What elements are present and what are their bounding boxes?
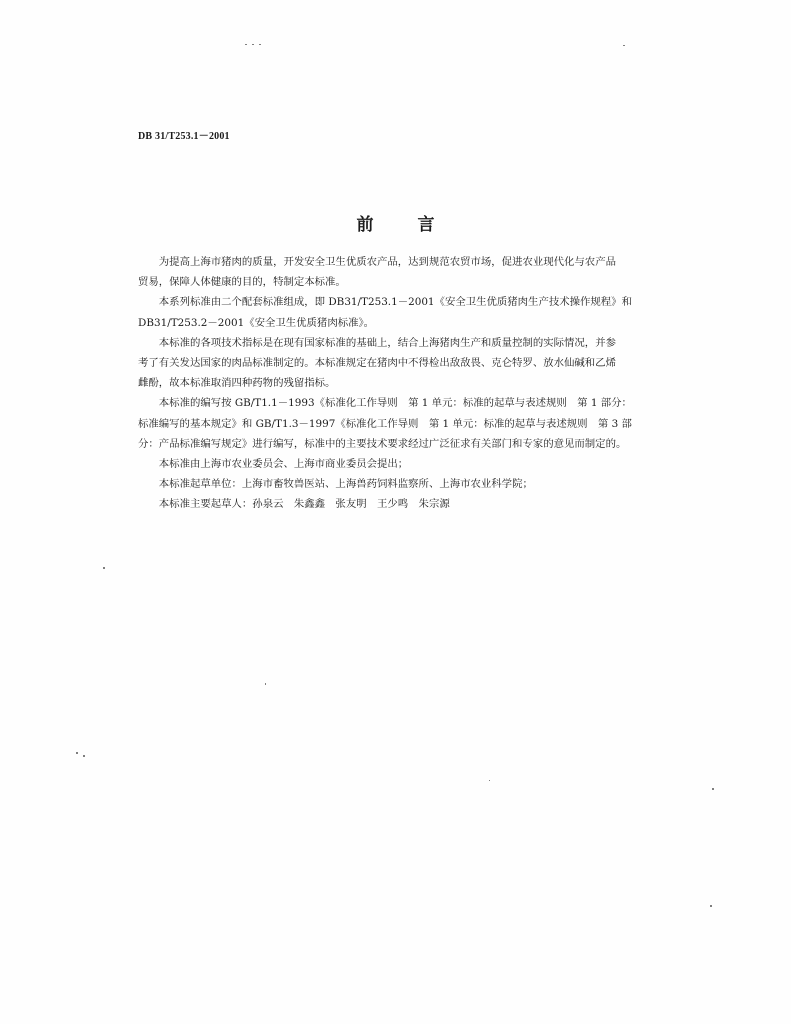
- scan-speck: [259, 44, 261, 45]
- text-line: 本系列标准由二个配套标准组成，即 DB31/T253.1－2001《安全卫生优质猪肉生产技术操作规程》和: [158, 296, 632, 309]
- scan-speck: [252, 44, 254, 45]
- paragraph-drafting-rules: [138, 393, 686, 454]
- scan-speck: [76, 752, 78, 754]
- text-line: 标准编写的基本规定》和 GB/T1.3－1997《标准化工作导则 第 1 单元：标准的起草与表述规则 第 3 部: [138, 417, 632, 430]
- scan-speck: [265, 683, 266, 685]
- paragraph-drafting-units: [138, 474, 686, 494]
- text-line: 本标准主要起草人：孙泉云 朱鑫鑫 张友明 王少鸣 朱宗源: [158, 498, 450, 511]
- heading-char-2: 言: [417, 215, 435, 235]
- text-line: 雌酚，故本标准取消四种药物的残留指标。: [138, 377, 336, 390]
- scan-speck: [103, 567, 105, 569]
- heading-char-1: 前: [356, 215, 374, 235]
- text-line: DB31/T253.2－2001《安全卫生优质猪肉标准》。: [138, 316, 375, 329]
- text-line: 分：产品标准编写规定》进行编写，标准中的主要技术要求经过广泛征求有关部门和专家的意见而制定的。: [138, 437, 627, 450]
- text-line: 本标准起草单位：上海市畜牧兽医站、上海兽药饲料监察所、上海市农业科学院；: [158, 478, 533, 491]
- text-line: 本标准的编写按 GB/T1.1－1993《标准化工作导则 第 1 单元：标准的起草与表述规则 第 1 部分：: [158, 397, 632, 410]
- paragraph-proposer: [138, 454, 686, 474]
- scan-speck: [489, 780, 490, 781]
- paragraph-drafters: [138, 494, 686, 514]
- paragraph-series: [138, 292, 686, 332]
- text-line: 考了有关发达国家的肉品标准制定的。本标准规定在猪肉中不得检出敌敌畏、克仑特罗、放水仙碱和乙烯: [138, 357, 616, 370]
- standard-code: DB 31/T253.1－2001: [138, 131, 230, 142]
- text-line: 为提高上海市猪肉的质量，开发安全卫生优质农产品，达到规范农贸市场，促进农业现代化与农产品: [158, 256, 616, 268]
- paragraph-purpose: [138, 252, 686, 292]
- text-line: 本标准由上海市农业委员会、上海市商业委员会提出；: [158, 458, 409, 471]
- text-line: 本标准的各项技术指标是在现有国家标准的基础上，结合上海猪肉生产和质量控制的实际情况，并参: [158, 336, 616, 349]
- page-heading: [0, 210, 791, 235]
- scan-speck: [245, 44, 247, 45]
- text-line: 贸易，保障人体健康的目的，特制定本标准。: [138, 276, 346, 289]
- scan-speck: [710, 905, 712, 907]
- scan-speck: [623, 45, 625, 46]
- paragraph-technical-indicators: [138, 333, 686, 394]
- scan-speck: [712, 788, 714, 790]
- scan-speck: [83, 755, 85, 757]
- foreword-body: [138, 252, 686, 515]
